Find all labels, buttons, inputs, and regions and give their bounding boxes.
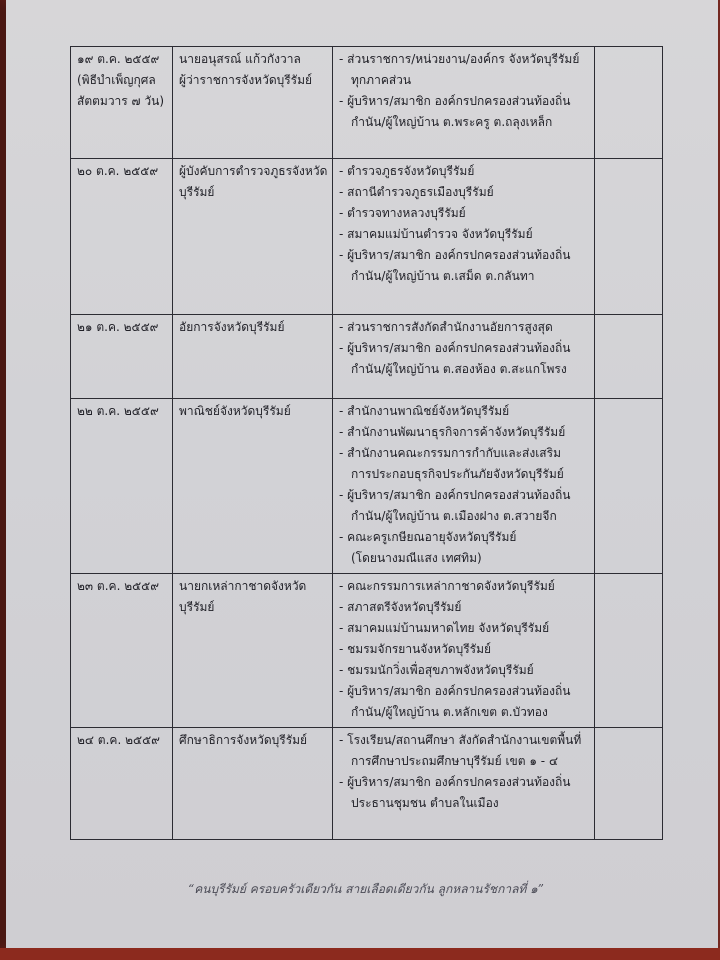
agency-cell <box>173 399 333 574</box>
date-text: ๒๑ ต.ค. ๒๕๕๙ <box>77 320 159 334</box>
table-row <box>71 728 663 840</box>
date-cell <box>71 728 173 840</box>
group-line: - สถานีตำรวจภูธรเมืองบุรีรัมย์ <box>339 185 494 199</box>
group-line: ทุกภาคส่วน <box>351 73 412 87</box>
group-line: ประธานชุมชน ตำบลในเมือง <box>351 796 499 810</box>
groups-cell <box>333 159 595 315</box>
group-line: - ส่วนราชการสังกัดสำนักงานอัยการสูงสุด <box>339 320 553 334</box>
group-line: - ผู้บริหาร/สมาชิก องค์กรปกครองส่วนท้องถิ่น <box>339 775 571 789</box>
date-text: ๒๓ ต.ค. ๒๕๕๙ <box>77 579 160 593</box>
groups-cell <box>333 728 595 840</box>
group-line: - โรงเรียน/สถานศึกษา สังกัดสำนักงานเขตพื้นที่ <box>339 733 582 747</box>
group-line: - สำนักงานพัฒนาธุรกิจการค้าจังหวัดบุรีรัมย์ <box>339 425 566 439</box>
agency-line: ผู้ว่าราชการจังหวัดบุรีรัมย์ <box>179 73 313 87</box>
group-line: - ชมรมนักวิ่งเพื่อสุขภาพจังหวัดบุรีรัมย์ <box>339 663 534 677</box>
date-text: ๒๒ ต.ค. ๒๕๕๙ <box>77 404 159 418</box>
date-cell <box>71 315 173 399</box>
group-line: - สำนักงานคณะกรรมการกำกับและส่งเสริม <box>339 446 561 460</box>
document-page <box>6 0 718 950</box>
agency-line: ผู้บังคับการตำรวจภูธรจังหวัด <box>179 164 328 178</box>
agency-cell <box>173 728 333 840</box>
agency-cell <box>173 159 333 315</box>
agency-line: พาณิชย์จังหวัดบุรีรัมย์ <box>179 404 291 418</box>
group-line: กำนัน/ผู้ใหญ่บ้าน ต.เสม็ด ต.กลันทา <box>351 269 535 283</box>
note-cell <box>595 399 663 574</box>
note-cell <box>595 728 663 840</box>
table-row <box>71 574 663 728</box>
agency-line: ศึกษาธิการจังหวัดบุรีรัมย์ <box>179 733 308 747</box>
group-line: - สมาคมแม่บ้านตำรวจ จังหวัดบุรีรัมย์ <box>339 227 533 241</box>
agency-cell <box>173 47 333 159</box>
group-line: - ผู้บริหาร/สมาชิก องค์กรปกครองส่วนท้องถิ่น <box>339 94 571 108</box>
table-surface-strip <box>0 948 720 960</box>
group-line: - ชมรมจักรยานจังหวัดบุรีรัมย์ <box>339 642 492 656</box>
agency-cell <box>173 315 333 399</box>
agency-line: นายกเหล่ากาชาดจังหวัด <box>179 579 307 593</box>
agency-line: บุรีรัมย์ <box>179 185 215 199</box>
group-line: กำนัน/ผู้ใหญ่บ้าน ต.สองห้อง ต.สะแกโพรง <box>351 362 567 376</box>
date-cell <box>71 399 173 574</box>
group-line: กำนัน/ผู้ใหญ่บ้าน ต.หลักเขต ต.บัวทอง <box>351 705 548 719</box>
group-line: กำนัน/ผู้ใหญ่บ้าน ต.เมืองฝาง ต.สวายจีก <box>351 509 557 523</box>
date-text: ๑๙ ต.ค. ๒๕๕๙ <box>77 52 160 66</box>
group-line: การศึกษาประถมศึกษาบุรีรัมย์ เขต ๑ - ๔ <box>351 754 559 768</box>
agency-cell <box>173 574 333 728</box>
table-row <box>71 315 663 399</box>
date-cell <box>71 574 173 728</box>
groups-cell <box>333 399 595 574</box>
group-line: (โดยนางมณีแสง เทศทิม) <box>351 551 482 565</box>
group-line: - ผู้บริหาร/สมาชิก องค์กรปกครองส่วนท้องถิ่น <box>339 488 571 502</box>
date-text: ๒๔ ต.ค. ๒๕๕๙ <box>77 733 160 747</box>
groups-cell <box>333 574 595 728</box>
date-note-line: (พิธีบำเพ็ญกุศล <box>77 73 156 87</box>
agency-line: นายอนุสรณ์ แก้วกังวาล <box>179 52 301 66</box>
note-cell <box>595 315 663 399</box>
date-cell <box>71 159 173 315</box>
group-line: - ผู้บริหาร/สมาชิก องค์กรปกครองส่วนท้องถิ่น <box>339 684 571 698</box>
group-line: - สภาสตรีจังหวัดบุรีรัมย์ <box>339 600 462 614</box>
schedule-table <box>70 46 663 840</box>
date-text: ๒๐ ต.ค. ๒๕๕๙ <box>77 164 159 178</box>
group-line: - ผู้บริหาร/สมาชิก องค์กรปกครองส่วนท้องถิ่น <box>339 248 571 262</box>
footer-slogan: “คนบุรีรัมย์ ครอบครัวเดียวกัน สายเลือดเดียวกัน ลูกหลานรัชกาลที่ ๑” <box>188 882 544 896</box>
note-cell <box>595 159 663 315</box>
note-cell <box>595 47 663 159</box>
table-row <box>71 399 663 574</box>
group-line: - สมาคมแม่บ้านมหาดไทย จังหวัดบุรีรัมย์ <box>339 621 550 635</box>
date-cell <box>71 47 173 159</box>
group-line: - คณะกรรมการเหล่ากาชาดจังหวัดบุรีรัมย์ <box>339 579 555 593</box>
agency-line: บุรีรัมย์ <box>179 600 215 614</box>
group-line: - คณะครูเกษียณอายุจังหวัดบุรีรัมย์ <box>339 530 517 544</box>
group-line: - ตำรวจทางหลวงบุรีรัมย์ <box>339 206 466 220</box>
group-line: การประกอบธุรกิจประกันภัยจังหวัดบุรีรัมย์ <box>351 467 564 481</box>
table-row <box>71 47 663 159</box>
groups-cell <box>333 47 595 159</box>
schedule-table-body <box>71 47 663 840</box>
group-line: - ตำรวจภูธรจังหวัดบุรีรัมย์ <box>339 164 475 178</box>
groups-cell <box>333 315 595 399</box>
group-line: กำนัน/ผู้ใหญ่บ้าน ต.พระครู ต.ถลุงเหล็ก <box>351 115 553 129</box>
agency-line: อัยการจังหวัดบุรีรัมย์ <box>179 320 285 334</box>
table-row <box>71 159 663 315</box>
note-cell <box>595 574 663 728</box>
date-note-line: สัตตมวาร ๗ วัน) <box>77 94 165 108</box>
group-line: - สำนักงานพาณิชย์จังหวัดบุรีรัมย์ <box>339 404 510 418</box>
group-line: - ส่วนราชการ/หน่วยงาน/องค์กร จังหวัดบุรีรัมย์ <box>339 52 580 66</box>
group-line: - ผู้บริหาร/สมาชิก องค์กรปกครองส่วนท้องถิ่น <box>339 341 571 355</box>
